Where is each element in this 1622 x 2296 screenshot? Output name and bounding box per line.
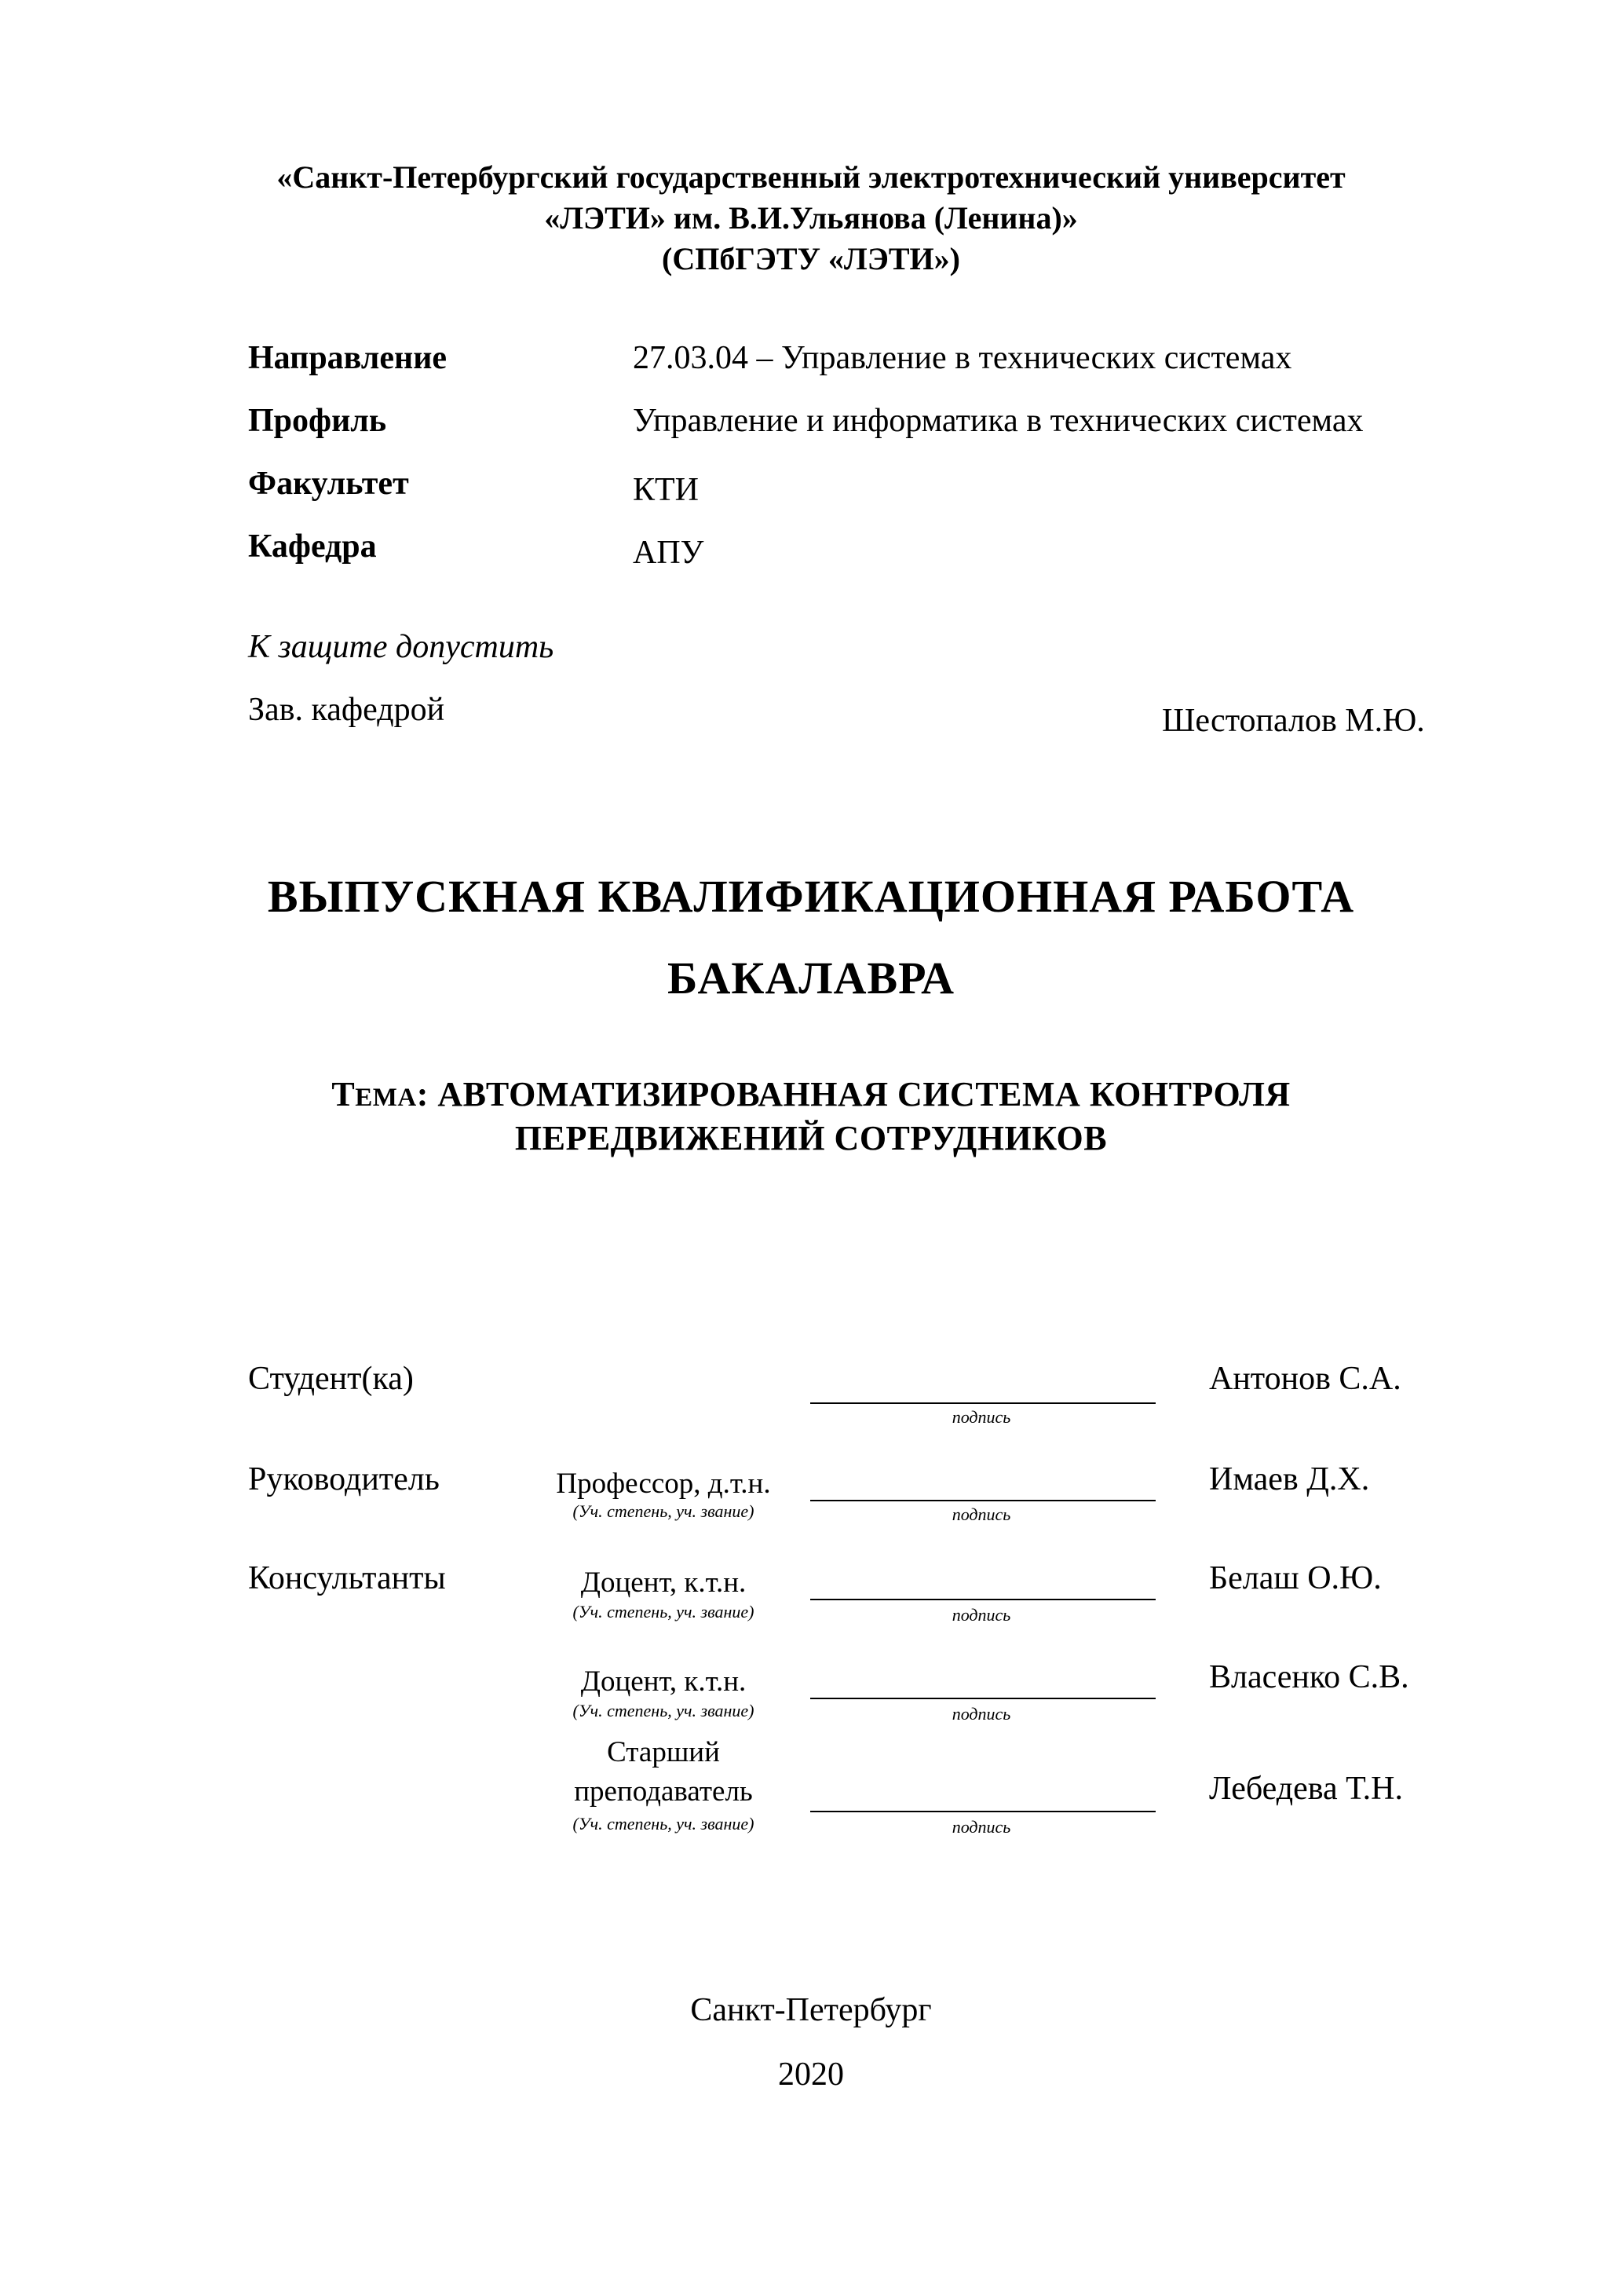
thesis-title-line2: БАКАЛАВРА (667, 952, 955, 1004)
consultant2-name: Власенко С.В. (1209, 1659, 1409, 1695)
consultant2-degree-note: (Уч. степень, уч. звание) (572, 1701, 754, 1720)
profile-label: Профиль (248, 403, 387, 439)
consultant1-name: Белаш О.Ю. (1209, 1560, 1382, 1596)
topic-prefix-initial: Т (331, 1075, 356, 1113)
student-signature-note: подпись (952, 1407, 1011, 1427)
consultant2-signature-line (810, 1698, 1156, 1699)
faculty-label: Факультет (248, 466, 409, 502)
supervisor-signature-line (810, 1500, 1156, 1501)
university-name-line2: «ЛЭТИ» им. В.И.Ульянова (Ленина)» (544, 200, 1078, 236)
consultant1-degree-note: (Уч. степень, уч. звание) (572, 1602, 754, 1621)
direction-value: 27.03.04 – Управление в технических системах (633, 340, 1292, 376)
consultant1-signature-note: подпись (952, 1605, 1011, 1625)
direction-label: Направление (248, 340, 448, 376)
consultant2-degree: Доцент, к.т.н. (580, 1665, 747, 1698)
head-of-department-label: Зав. кафедрой (248, 692, 445, 728)
consultant3-signature-line (810, 1811, 1156, 1812)
topic-line1 (0, 1074, 1622, 1114)
admit-to-defense: К защите допустить (248, 629, 554, 665)
topic-prefix-rest: ЕМА (355, 1084, 417, 1112)
topic-text-line1: АВТОМАТИЗИРОВАННАЯ СИСТЕМА КОНТРОЛЯ (437, 1075, 1291, 1113)
footer-city: Санкт-Петербург (690, 1992, 932, 2028)
topic-text-line2: ПЕРЕДВИЖЕНИЙ СОТРУДНИКОВ (514, 1119, 1108, 1157)
footer-year: 2020 (778, 2057, 844, 2093)
consultant2-signature-note: подпись (952, 1704, 1011, 1724)
consultant3-name: Лебедева Т.Н. (1209, 1771, 1403, 1807)
faculty-value: КТИ (633, 472, 699, 508)
university-abbreviation: (СПбГЭТУ «ЛЭТИ») (662, 241, 960, 276)
supervisor-degree-note: (Уч. степень, уч. звание) (572, 1501, 754, 1521)
university-name-line1: «Санкт-Петербургский государственный электротехнический университет (276, 159, 1346, 195)
student-role: Студент(ка) (248, 1361, 414, 1397)
student-signature-line (810, 1402, 1156, 1404)
head-of-department-name: Шестопалов М.Ю. (1162, 703, 1425, 739)
supervisor-signature-note: подпись (952, 1504, 1011, 1524)
consultant3-degree-line2: преподаватель (574, 1775, 753, 1808)
supervisor-name: Имаев Д.Х. (1209, 1461, 1370, 1497)
student-name: Антонов С.А. (1209, 1361, 1401, 1397)
consultant3-degree-note: (Уч. степень, уч. звание) (572, 1814, 754, 1834)
supervisor-role: Руководитель (248, 1461, 440, 1497)
department-value: АПУ (633, 535, 704, 571)
supervisor-degree: Профессор, д.т.н. (556, 1468, 771, 1500)
consultants-role: Консультанты (248, 1560, 446, 1596)
department-label: Кафедра (248, 528, 377, 565)
topic-prefix-colon: : (416, 1075, 429, 1113)
consultant1-degree: Доцент, к.т.н. (580, 1567, 747, 1599)
consultant1-signature-line (810, 1599, 1156, 1600)
consultant3-signature-note: подпись (952, 1817, 1011, 1837)
profile-value: Управление и информатика в технических системах (633, 403, 1364, 439)
consultant3-degree-line1: Старший (607, 1736, 720, 1768)
thesis-title-line1: ВЫПУСКНАЯ КВАЛИФИКАЦИОННАЯ РАБОТА (267, 871, 1355, 922)
